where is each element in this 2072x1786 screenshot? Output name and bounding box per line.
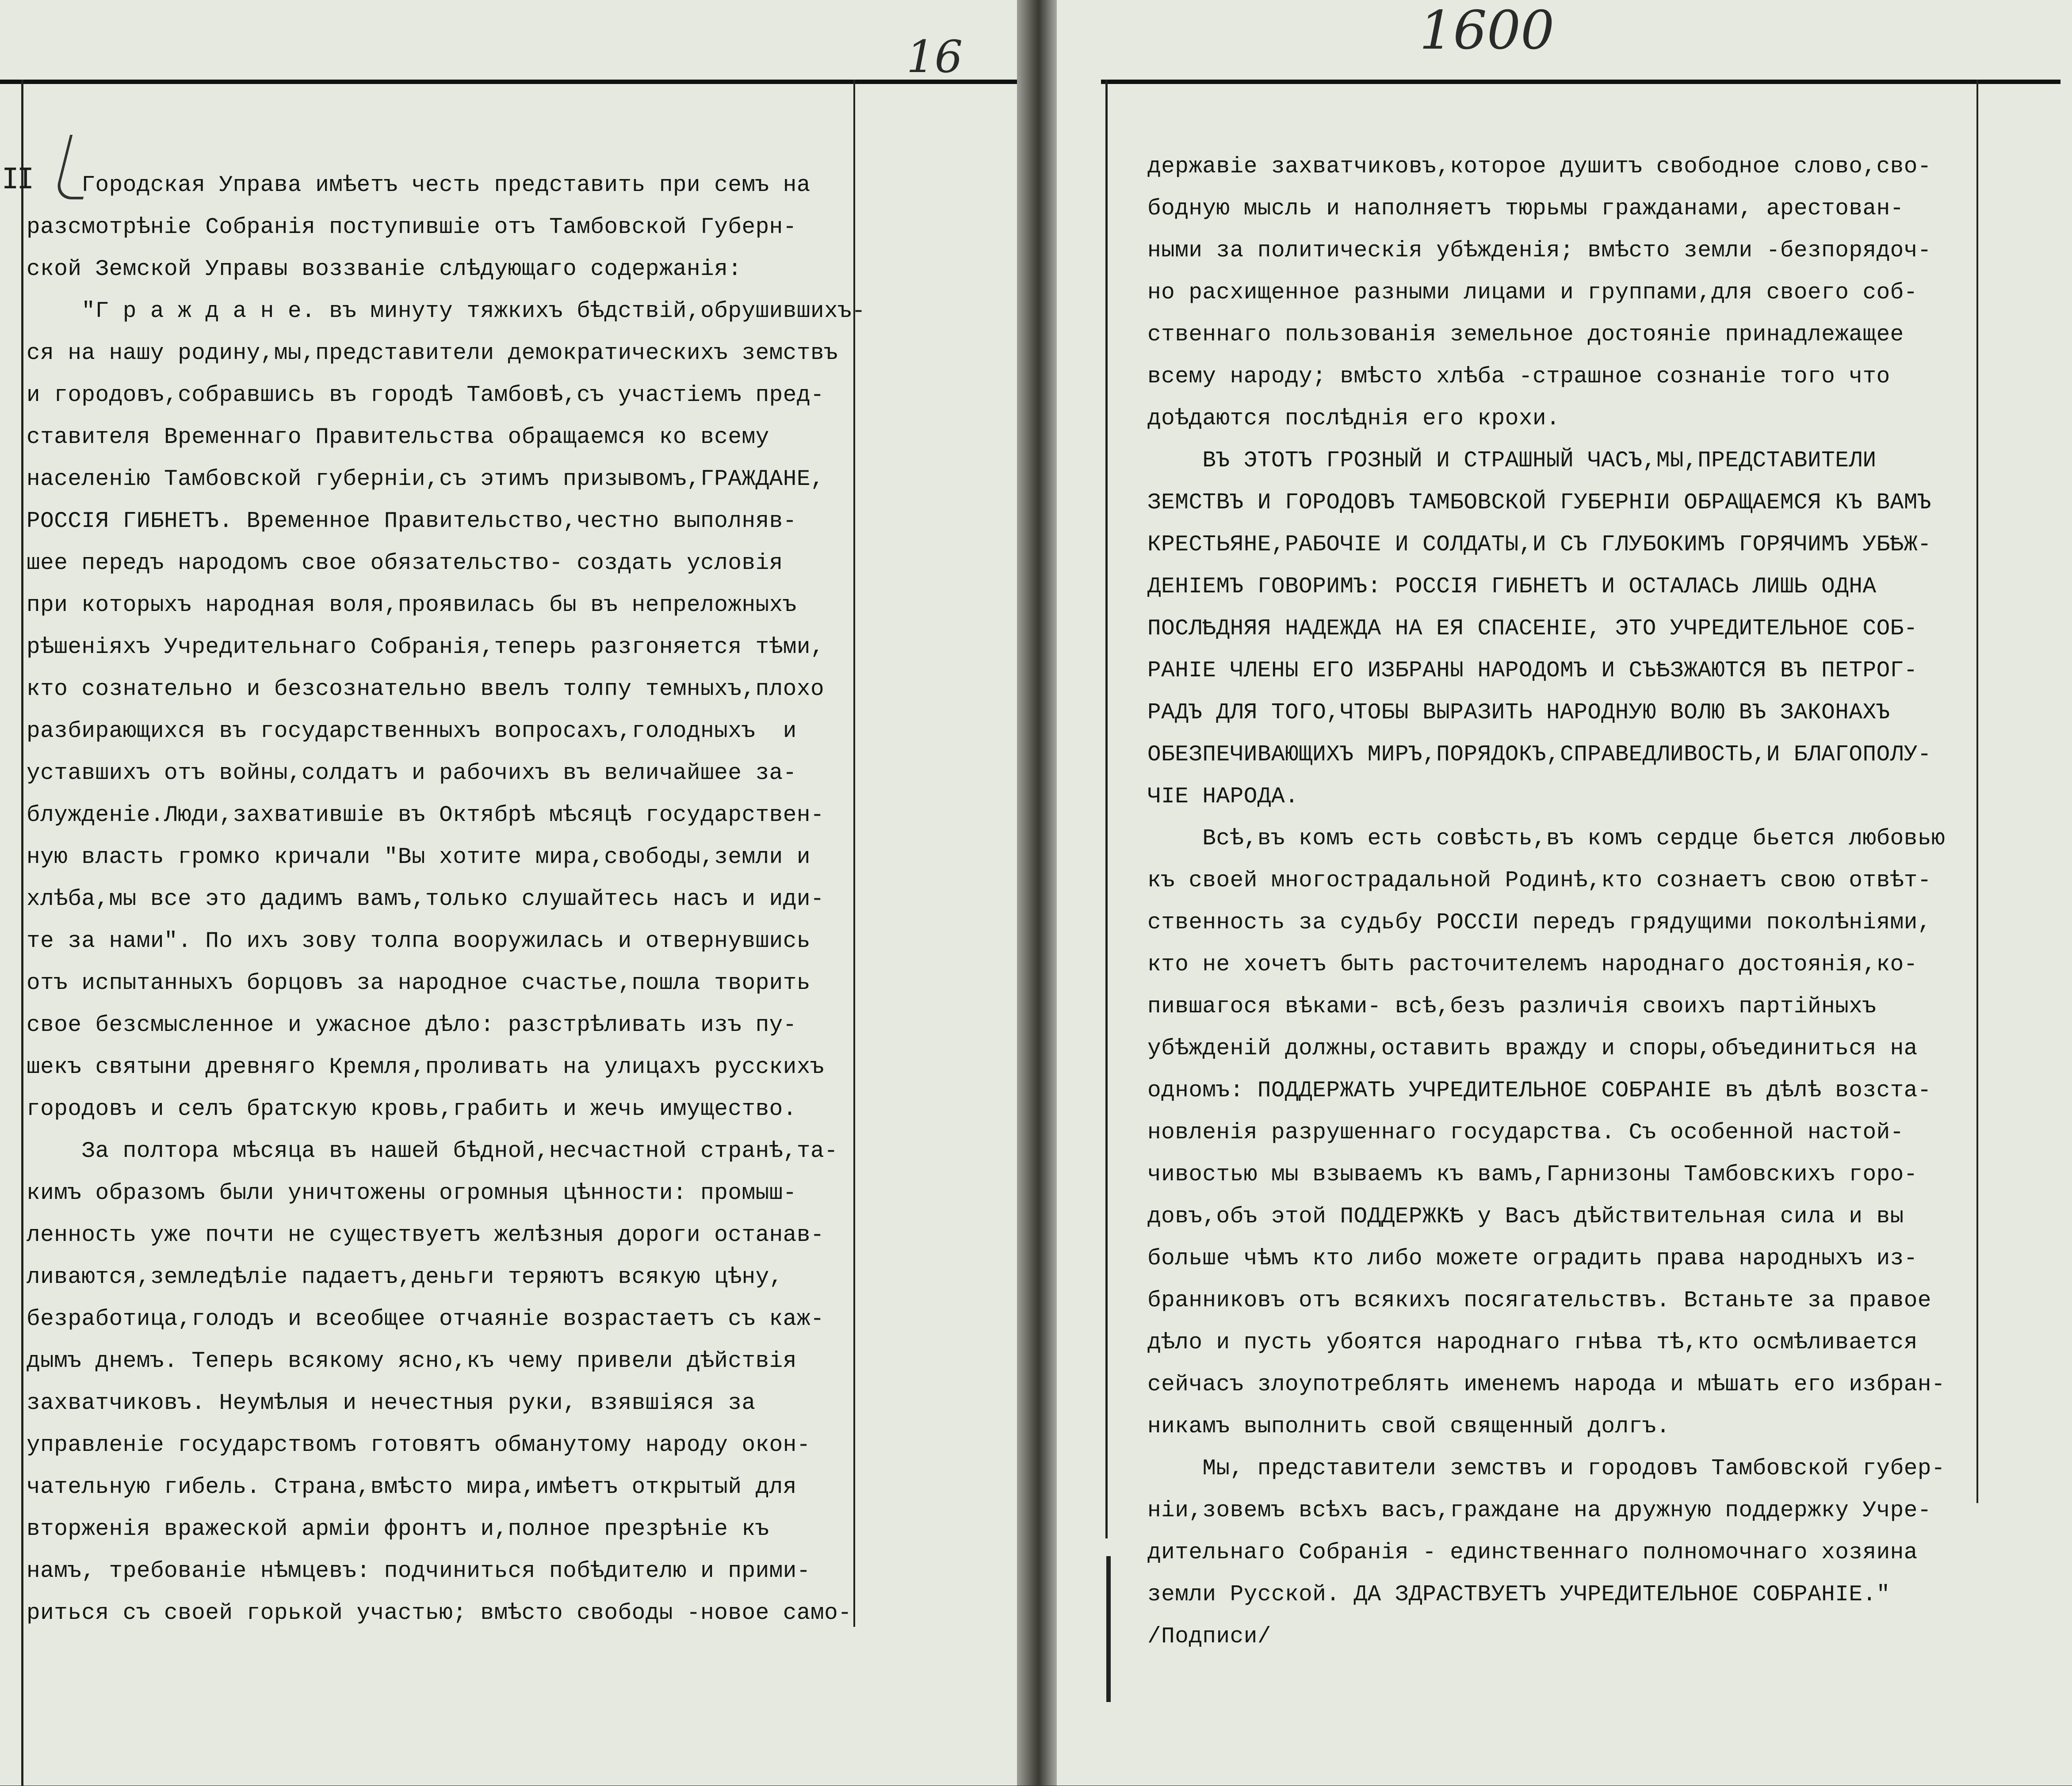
text-line: ЗЕМСТВЪ И ГОРОДОВЪ ТАМБОВСКОЙ ГУБЕРНІИ ОБРАЩАЕМСЯ КЪ ВАМЪ xyxy=(1147,490,1931,515)
text-line: доѣдаются послѣднія его крохи. xyxy=(1147,406,1560,431)
right-page-text xyxy=(1147,146,2023,1658)
text-line: ственность за судьбу РОССІИ передъ грядущими поколѣніями, xyxy=(1147,910,1931,935)
book-gutter xyxy=(1017,0,1057,1786)
text-line: РАДЪ ДЛЯ ТОГО,ЧТОБЫ ВЫРАЗИТЬ НАРОДНУЮ ВОЛЮ ВЪ ЗАКОНАХЪ xyxy=(1147,700,1890,725)
text-line: ными за политическія убѣжденія; вмѣсто земли -безпорядоч- xyxy=(1147,238,1931,263)
text-line: ся на нашу родину,мы,представители демократическихъ земствъ xyxy=(27,341,838,366)
text-line: ственнаго пользованія земельное достояніе принадлежащее xyxy=(1147,322,1904,347)
text-line: пившагося вѣками- всѣ,безъ различія своихъ партійныхъ xyxy=(1147,994,1877,1019)
text-line: дымъ днемъ. Теперь всякому ясно,къ чему привели дѣйствія xyxy=(27,1349,797,1374)
text-line: /Подписи/ xyxy=(1147,1624,1271,1649)
text-line: ливаются,земледѣліе падаетъ,деньги теряютъ всякую цѣну, xyxy=(27,1265,783,1290)
text-line: и городовъ,собравшись въ городѣ Тамбовѣ,съ участіемъ пред- xyxy=(27,383,825,408)
folio-number: 1600 xyxy=(1419,0,1555,61)
text-line: убѣжденій должны,оставить вражду и споры,объединиться на xyxy=(1147,1036,1918,1061)
text-line: дительнаго Собранія - единственнаго полномочнаго хозяина xyxy=(1147,1540,1918,1565)
text-line: ской Земской Управы воззваніе слѣдующаго содержанія: xyxy=(27,257,742,282)
text-line: къ своей многострадальной Родинѣ,кто сознаетъ свою отвѣт- xyxy=(1147,868,1931,893)
text-line: кто не хочетъ быть расточителемъ народнаго достоянія,ко- xyxy=(1147,952,1918,977)
text-line: риться съ своей горькой участью; вмѣсто свободы -новое само- xyxy=(27,1601,852,1626)
text-line: новленія разрушеннаго государства. Съ особенной настой- xyxy=(1147,1120,1904,1145)
text-line: разбирающихся въ государственныхъ вопросахъ,голодныхъ и xyxy=(27,719,797,744)
text-line: бодную мысль и наполняетъ тюрьмы гражданами, арестован- xyxy=(1147,196,1904,221)
text-line: бранниковъ отъ всякихъ посягательствъ. Встаньте за правое xyxy=(1147,1288,1931,1313)
text-line: при которыхъ народная воля,проявилась бы въ непреложныхъ xyxy=(27,593,797,618)
text-line: чательную гибель. Страна,вмѣсто мира,имѣетъ открытый для xyxy=(27,1475,797,1500)
text-line: городовъ и селъ братскую кровь,грабить и жечь имущество. xyxy=(27,1097,797,1122)
margin-line xyxy=(1106,1556,1111,1702)
text-line: блужденіе.Люди,захватившіе въ Октябрѣ мѣсяцѣ государствен- xyxy=(27,803,825,828)
margin-line xyxy=(21,80,23,1786)
text-line: РОССІЯ ГИБНЕТЪ. Временное Правительство,честно выполняв- xyxy=(27,509,797,534)
text-line: ніи,зовемъ всѣхъ васъ,граждане на дружную поддержку Учре- xyxy=(1147,1498,1931,1523)
text-line: те за нами". По ихъ зову толпа вооружилась и отвернувшись xyxy=(27,929,810,954)
text-line: Городская Управа имѣетъ честь представить при семъ на xyxy=(27,173,810,198)
text-line: вторженія вражеской арміи фронтъ и,полное презрѣніе къ xyxy=(27,1517,769,1542)
text-line: ВЪ ЭТОТЪ ГРОЗНЫЙ И СТРАШНЫЙ ЧАСЪ,МЫ,ПРЕДСТАВИТЕЛИ xyxy=(1147,448,1877,473)
text-line: Всѣ,въ комъ есть совѣсть,въ комъ сердце бьется любовью xyxy=(1147,826,1946,851)
text-line: населенію Тамбовской губерніи,съ этимъ призывомъ,ГРАЖДАНЕ, xyxy=(27,467,825,492)
text-line: кто сознательно и безсознательно ввелъ толпу темныхъ,плохо xyxy=(27,677,825,702)
text-line: всему народу; вмѣсто хлѣба -страшное сознаніе того что xyxy=(1147,364,1890,389)
text-line: рѣшеніяхъ Учредительнаго Собранія,теперь разгоняется тѣми, xyxy=(27,635,825,660)
text-line: ную власть громко кричали "Вы хотите мира,свободы,земли и xyxy=(27,845,810,870)
text-line: державіе захватчиковъ,которое душитъ свободное слово,сво- xyxy=(1147,154,1931,179)
item-number: II xyxy=(2,163,33,195)
top-rule xyxy=(1101,80,2061,84)
folio-number: 16 xyxy=(906,31,963,83)
text-line: свое безсмысленное и ужасное дѣло: разстрѣливать изъ пу- xyxy=(27,1013,797,1038)
text-line: одномъ: ПОДДЕРЖАТЬ УЧРЕДИТЕЛЬНОЕ СОБРАНІЕ въ дѣлѣ возста- xyxy=(1147,1078,1931,1103)
margin-line xyxy=(1105,80,1108,1538)
text-line: хлѣба,мы все это дадимъ вамъ,только слушайтесь насъ и иди- xyxy=(27,887,825,912)
text-line: РАНІЕ ЧЛЕНЫ ЕГО ИЗБРАНЫ НАРОДОМЪ И СЪѢЗЖАЮТСЯ ВЪ ПЕТРОГ- xyxy=(1147,658,1918,683)
text-line: ЧІЕ НАРОДА. xyxy=(1147,784,1299,809)
left-page xyxy=(0,0,1017,1786)
text-line: земли Русской. ДА ЗДРАСТВУЕТЪ УЧРЕДИТЕЛЬНОЕ СОБРАНІЕ." xyxy=(1147,1582,1890,1607)
text-line: кимъ образомъ были уничтожены огромныя цѣнности: промыш- xyxy=(27,1181,797,1206)
text-line: отъ испытанныхъ борцовъ за народное счастье,пошла творить xyxy=(27,971,810,996)
text-line: шее передъ народомъ свое обязательство- создать условія xyxy=(27,551,783,576)
text-line: ставителя Временнаго Правительства обращаемся ко всему xyxy=(27,425,769,450)
text-line: сейчасъ злоупотреблять именемъ народа и мѣшать его избран- xyxy=(1147,1372,1946,1397)
text-line: шекъ святыни древняго Кремля,проливать на улицахъ русскихъ xyxy=(27,1055,825,1080)
text-line: управленіе государствомъ готовятъ обманутому народу окон- xyxy=(27,1433,810,1458)
text-line: ДЕНІЕМЪ ГОВОРИМЪ: РОССІЯ ГИБНЕТЪ И ОСТАЛАСЬ ЛИШЬ ОДНА xyxy=(1147,574,1877,599)
text-line: больше чѣмъ кто либо можете оградить права народныхъ из- xyxy=(1147,1246,1918,1271)
text-line: За полтора мѣсяца въ нашей бѣдной,несчастной странѣ,та- xyxy=(27,1139,838,1164)
text-line: чивостью мы взываемъ къ вамъ,Гарнизоны Тамбовскихъ горо- xyxy=(1147,1162,1918,1187)
text-line: безработица,голодъ и всеобщее отчаяніе возрастаетъ съ каж- xyxy=(27,1307,825,1332)
text-line: захватчиковъ. Неумѣлыя и нечестныя руки, взявшіяся за xyxy=(27,1391,756,1416)
left-page-text xyxy=(27,164,902,1634)
text-line: разсмотрѣніе Собранія поступившіе отъ Тамбовской Губерн- xyxy=(27,215,797,240)
text-line: никамъ выполнить свой священный долгъ. xyxy=(1147,1414,1670,1439)
text-line: уставшихъ отъ войны,солдатъ и рабочихъ въ величайшее за- xyxy=(27,761,797,786)
right-page xyxy=(1057,0,2072,1786)
text-line: дѣло и пусть убоятся народнаго гнѣва тѣ,кто осмѣливается xyxy=(1147,1330,1918,1355)
text-line: намъ, требованіе нѣмцевъ: подчиниться побѣдителю и прими- xyxy=(27,1559,810,1584)
text-line: ленность уже почти не существуетъ желѣзныя дороги останав- xyxy=(27,1223,825,1248)
text-line: КРЕСТЬЯНЕ,РАБОЧІЕ И СОЛДАТЫ,И СЪ ГЛУБОКИМЪ ГОРЯЧИМЪ УБѢЖ- xyxy=(1147,532,1931,557)
top-rule xyxy=(0,80,1017,84)
text-line: ПОСЛѢДНЯЯ НАДЕЖДА НА ЕЯ СПАСЕНІЕ, ЭТО УЧРЕДИТЕЛЬНОЕ СОБ- xyxy=(1147,616,1918,641)
text-line: Мы, представители земствъ и городовъ Тамбовской губер- xyxy=(1147,1456,1946,1481)
text-line: ОБЕЗПЕЧИВАЮЩИХЪ МИРЪ,ПОРЯДОКЪ,СПРАВЕДЛИВОСТЬ,И БЛАГОПОЛУ- xyxy=(1147,742,1931,767)
text-line: "Г р а ж д а н е. въ минуту тяжкихъ бѣдствій,обрушившихъ- xyxy=(27,299,866,324)
text-line: но расхищенное разными лицами и группами,для своего соб- xyxy=(1147,280,1918,305)
text-line: довъ,объ этой ПОДДЕРЖКѢ у Васъ дѣйствительная сила и вы xyxy=(1147,1204,1904,1229)
